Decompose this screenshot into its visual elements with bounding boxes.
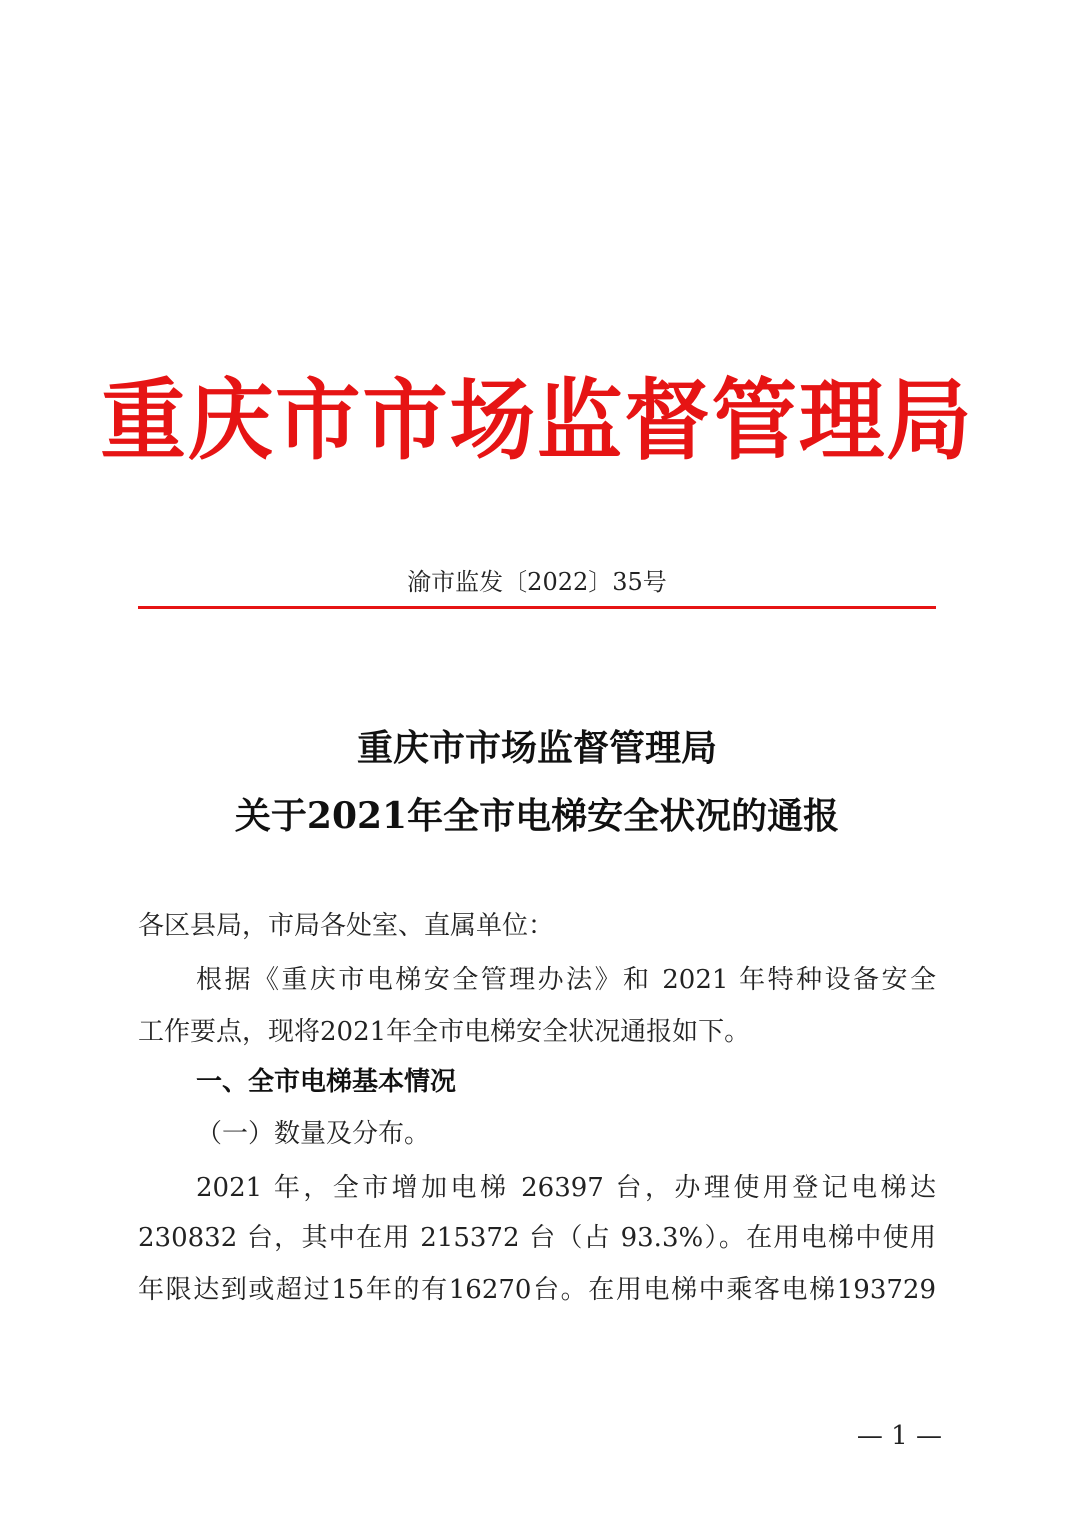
- body-paragraph-line-2: 230832 台，其中在用 215372 台（占 93.3%）。在用电梯中使用: [138, 1223, 936, 1253]
- document-title-line-2: 关于2021年全市电梯安全状况的通报: [234, 795, 840, 837]
- salutation: 各区县局，市局各处室、直属单位：: [138, 911, 555, 941]
- section-heading: 一、全市电梯基本情况: [196, 1067, 457, 1097]
- issuing-authority-masthead: 重庆市市场监督管理局: [100, 368, 974, 472]
- body-paragraph-line-3: 年限达到或超过15年的有16270台。在用电梯中乘客电梯193729: [138, 1275, 936, 1305]
- intro-paragraph-line-2: 工作要点，现将2021年全市电梯安全状况通报如下。: [138, 1017, 751, 1047]
- document-title-line-1: 重庆市市场监督管理局: [356, 727, 717, 769]
- body-paragraph-line-1: 2021 年，全市增加电梯 26397 台，办理使用登记电梯达: [196, 1173, 936, 1203]
- red-divider-line: [138, 606, 936, 609]
- subsection-heading: （一）数量及分布。: [196, 1119, 431, 1149]
- intro-paragraph-line-1: 根据《重庆市电梯安全管理办法》和 2021 年特种设备安全: [196, 965, 936, 995]
- document-number: 渝市监发〔2022〕35号: [407, 568, 667, 596]
- page-number: — 1 —: [856, 1421, 942, 1451]
